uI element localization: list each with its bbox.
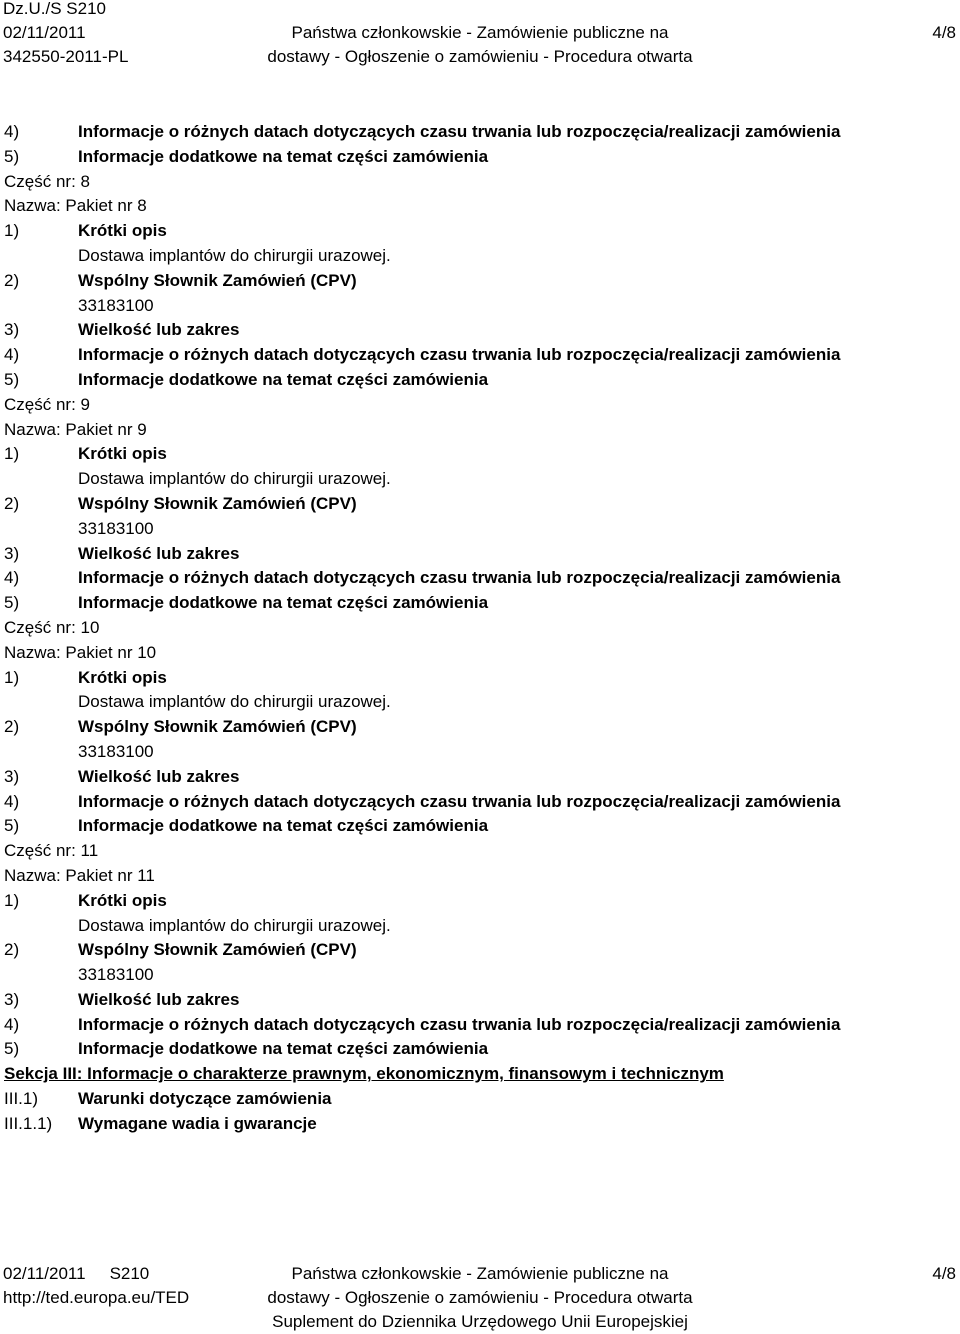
item-3-row: 3) Wielkość lub zakres	[4, 543, 240, 563]
header-blank	[0, 0, 960, 21]
item-3-row: 3) Wielkość lub zakres	[4, 989, 240, 1009]
notice-body	[4, 120, 954, 1137]
header-title-line1: Państwa członkowskie - Zamówienie publiczne na	[291, 23, 669, 42]
item-4-row: 4) Informacje o różnych datach dotyczących czasu trwania lub rozpoczęcia/realizacji zamówienia	[4, 1014, 841, 1034]
header-center	[0, 0, 960, 69]
footer-title-line1: Państwa członkowskie - Zamówienie publiczne na	[291, 1264, 669, 1283]
item-5-row: 5) Informacje dodatkowe na temat części zamówienia	[4, 1039, 489, 1059]
header-right	[932, 0, 956, 45]
section-heading: Sekcja III: Informacje o charakterze prawnym, ekonomicznym, finansowym i technicznym	[4, 1064, 724, 1084]
footer-page-number: 4/8	[932, 1264, 956, 1283]
subsection-row: III.1.1) Wymagane wadia i gwarancje	[4, 1113, 317, 1133]
item-1-row: 1) Krótki opis	[4, 890, 167, 910]
short-description: Dostawa implantów do chirurgii urazowej.	[78, 692, 391, 712]
part-label: Część nr: 10	[4, 617, 100, 637]
part-name: Nazwa: Pakiet nr 9	[4, 419, 147, 439]
footer-url: http://ted.europa.eu/TED	[3, 1288, 190, 1307]
item-number: 4)	[4, 122, 20, 141]
footer-center	[0, 1262, 960, 1334]
notice-number: 342550-2011-PL	[3, 47, 129, 66]
short-description: Dostawa implantów do chirurgii urazowej.	[78, 469, 391, 489]
footer-code: S210	[109, 1264, 150, 1283]
part-label: Część nr: 11	[4, 841, 99, 861]
item-5-row: 5) Informacje dodatkowe na temat części zamówienia	[4, 816, 489, 836]
short-description: Dostawa implantów do chirurgii urazowej.	[78, 245, 391, 265]
header-title-line2: dostawy - Ogłoszenie o zamówieniu - Procedura otwarta	[267, 47, 693, 66]
page-header	[0, 0, 960, 70]
item-title: Informacje dodatkowe na temat części zamówienia	[78, 146, 489, 166]
item-title: Informacje o różnych datach dotyczących czasu trwania lub rozpoczęcia/realizacji zamówienia	[78, 122, 841, 141]
footer-right	[932, 1262, 956, 1286]
item-4-row	[4, 120, 954, 145]
footer-date: 02/11/2011	[3, 1264, 86, 1283]
part-label: Część nr: 8	[4, 171, 90, 191]
item-5-row	[4, 145, 954, 170]
subsection-row: III.1) Warunki dotyczące zamówienia	[4, 1089, 332, 1109]
item-2-row: 2) Wspólny Słownik Zamówień (CPV)	[4, 717, 357, 737]
item-number: 5)	[4, 146, 20, 166]
footer-title-line2: dostawy - Ogłoszenie o zamówieniu - Procedura otwarta	[267, 1288, 693, 1307]
item-2-row: 2) Wspólny Słownik Zamówień (CPV)	[4, 270, 357, 290]
item-4-row: 4) Informacje o różnych datach dotyczących czasu trwania lub rozpoczęcia/realizacji zamówienia	[4, 345, 841, 365]
item-5-row: 5) Informacje dodatkowe na temat części zamówienia	[4, 593, 489, 613]
cpv-code: 33183100	[78, 965, 154, 985]
item-5-row: 5) Informacje dodatkowe na temat części zamówienia	[4, 369, 489, 389]
item-1-row: 1) Krótki opis	[4, 667, 167, 687]
header-page-number: 4/8	[932, 23, 956, 42]
item-4-row: 4) Informacje o różnych datach dotyczących czasu trwania lub rozpoczęcia/realizacji zamówienia	[4, 791, 841, 811]
part-name: Nazwa: Pakiet nr 8	[4, 196, 147, 216]
item-3-row: 3) Wielkość lub zakres	[4, 320, 240, 340]
item-1-row: 1) Krótki opis	[4, 221, 167, 241]
header-blank-right	[932, 0, 956, 21]
part-name: Nazwa: Pakiet nr 10	[4, 642, 157, 662]
item-1-row: 1) Krótki opis	[4, 444, 167, 464]
item-3-row: 3) Wielkość lub zakres	[4, 766, 240, 786]
item-4-row: 4) Informacje o różnych datach dotyczących czasu trwania lub rozpoczęcia/realizacji zamówienia	[4, 568, 841, 588]
cpv-code: 33183100	[78, 741, 154, 761]
item-2-row: 2) Wspólny Słownik Zamówień (CPV)	[4, 493, 357, 513]
cpv-code: 33183100	[78, 518, 154, 538]
cpv-code: 33183100	[78, 295, 154, 315]
part-label: Część nr: 9	[4, 394, 90, 414]
short-description: Dostawa implantów do chirurgii urazowej.	[78, 915, 391, 935]
footer-supplement: Suplement do Dziennika Urzędowego Unii Europejskiej	[272, 1312, 688, 1331]
part-name: Nazwa: Pakiet nr 11	[4, 865, 155, 885]
item-2-row: 2) Wspólny Słownik Zamówień (CPV)	[4, 940, 357, 960]
journal-ref: Dz.U./S S210	[3, 0, 106, 18]
header-date: 02/11/2011	[3, 23, 86, 42]
page-footer	[0, 1262, 960, 1334]
